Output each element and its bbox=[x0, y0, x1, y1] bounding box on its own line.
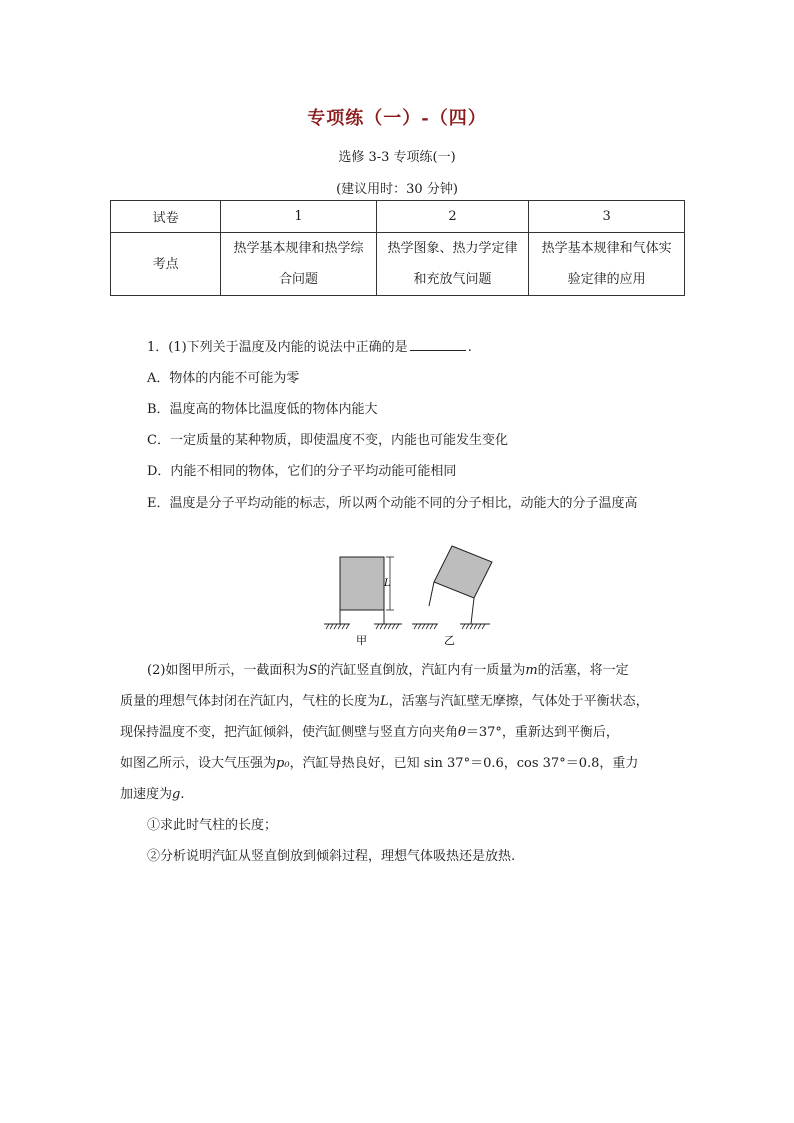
topics-table bbox=[110, 200, 685, 296]
option-e: E．温度是分子平均动能的标志，所以两个动能不同的分子相比，动能大的分子温度高 bbox=[147, 496, 638, 511]
length-label: L bbox=[384, 578, 391, 589]
option-a: A．物体的内能不可能为零 bbox=[147, 371, 300, 386]
table-cell: 3 bbox=[529, 201, 685, 233]
table-cell bbox=[529, 233, 685, 296]
q2-subquestion-1: ①求此时气柱的长度； bbox=[147, 818, 278, 833]
table-header-row bbox=[111, 201, 685, 233]
topic-line: 热学基本规律和热学综 bbox=[233, 241, 364, 256]
cylinder-figure bbox=[318, 540, 498, 650]
option-d: D．内能不相同的物体，它们的分子平均动能可能相同 bbox=[147, 464, 457, 479]
topic-line: 热学图象、热力学定律 bbox=[387, 241, 518, 256]
ground-hatching bbox=[414, 624, 485, 629]
table-cell bbox=[376, 233, 529, 296]
topic-line: 验定律的应用 bbox=[567, 272, 646, 287]
topic-line: 热学基本规律和气体实 bbox=[541, 241, 672, 256]
table-row bbox=[111, 233, 685, 296]
page-title: 专项练（一）-（四） bbox=[307, 108, 487, 129]
tilted-cylinder bbox=[434, 546, 492, 598]
table-cell bbox=[221, 233, 377, 296]
figure-label-jia: 甲 bbox=[356, 634, 367, 647]
table-cell: 1 bbox=[221, 201, 377, 233]
answer-blank[interactable] bbox=[410, 338, 466, 351]
ground-hatching bbox=[326, 624, 399, 629]
q2-line-2: 质量的理想气体封闭在汽缸内，气柱的长度为L，活塞与汽缸壁无摩擦，气体处于平衡状态， bbox=[120, 694, 649, 709]
option-c: C．一定质量的某种物质，即使温度不变，内能也可能发生变化 bbox=[147, 433, 508, 448]
q2-line-5: 加速度为g. bbox=[120, 787, 185, 802]
table-cell: 试卷 bbox=[111, 201, 221, 233]
q2-subquestion-2: ②分析说明汽缸从竖直倒放到倾斜过程，理想气体吸热还是放热. bbox=[147, 849, 516, 864]
topic-line: 合问题 bbox=[278, 272, 318, 287]
table-cell: 考点 bbox=[111, 233, 221, 296]
q2-line-4: 如图乙所示，设大气压强为p₀，汽缸导热良好，已知 sin 37°＝0.6，cos 37°＝0.8，重力 bbox=[120, 756, 639, 771]
tilted-wall-right bbox=[471, 598, 474, 624]
section-subtitle: 选修 3-3 专项练(一) bbox=[338, 150, 456, 165]
upright-cylinder bbox=[340, 557, 384, 610]
q2-line-3: 现保持温度不变，把汽缸倾斜，使汽缸侧壁与竖直方向夹角θ＝37°，重新达到平衡后， bbox=[120, 725, 619, 740]
table-cell: 2 bbox=[376, 201, 529, 233]
suggested-time: (建议用时：30 分钟) bbox=[336, 182, 458, 197]
q2-line-1: (2)如图甲所示，一截面积为S的汽缸竖直倒放，汽缸内有一质量为m的活塞，将一定 bbox=[147, 663, 629, 678]
option-b: B．温度高的物体比温度低的物体内能大 bbox=[147, 402, 378, 417]
question-1-stem: 1．(1)下列关于温度及内能的说法中正确的是 . bbox=[147, 340, 472, 355]
tilted-wall-left bbox=[429, 582, 434, 606]
topic-line: 和充放气问题 bbox=[413, 272, 492, 287]
figure-label-yi: 乙 bbox=[444, 634, 455, 647]
